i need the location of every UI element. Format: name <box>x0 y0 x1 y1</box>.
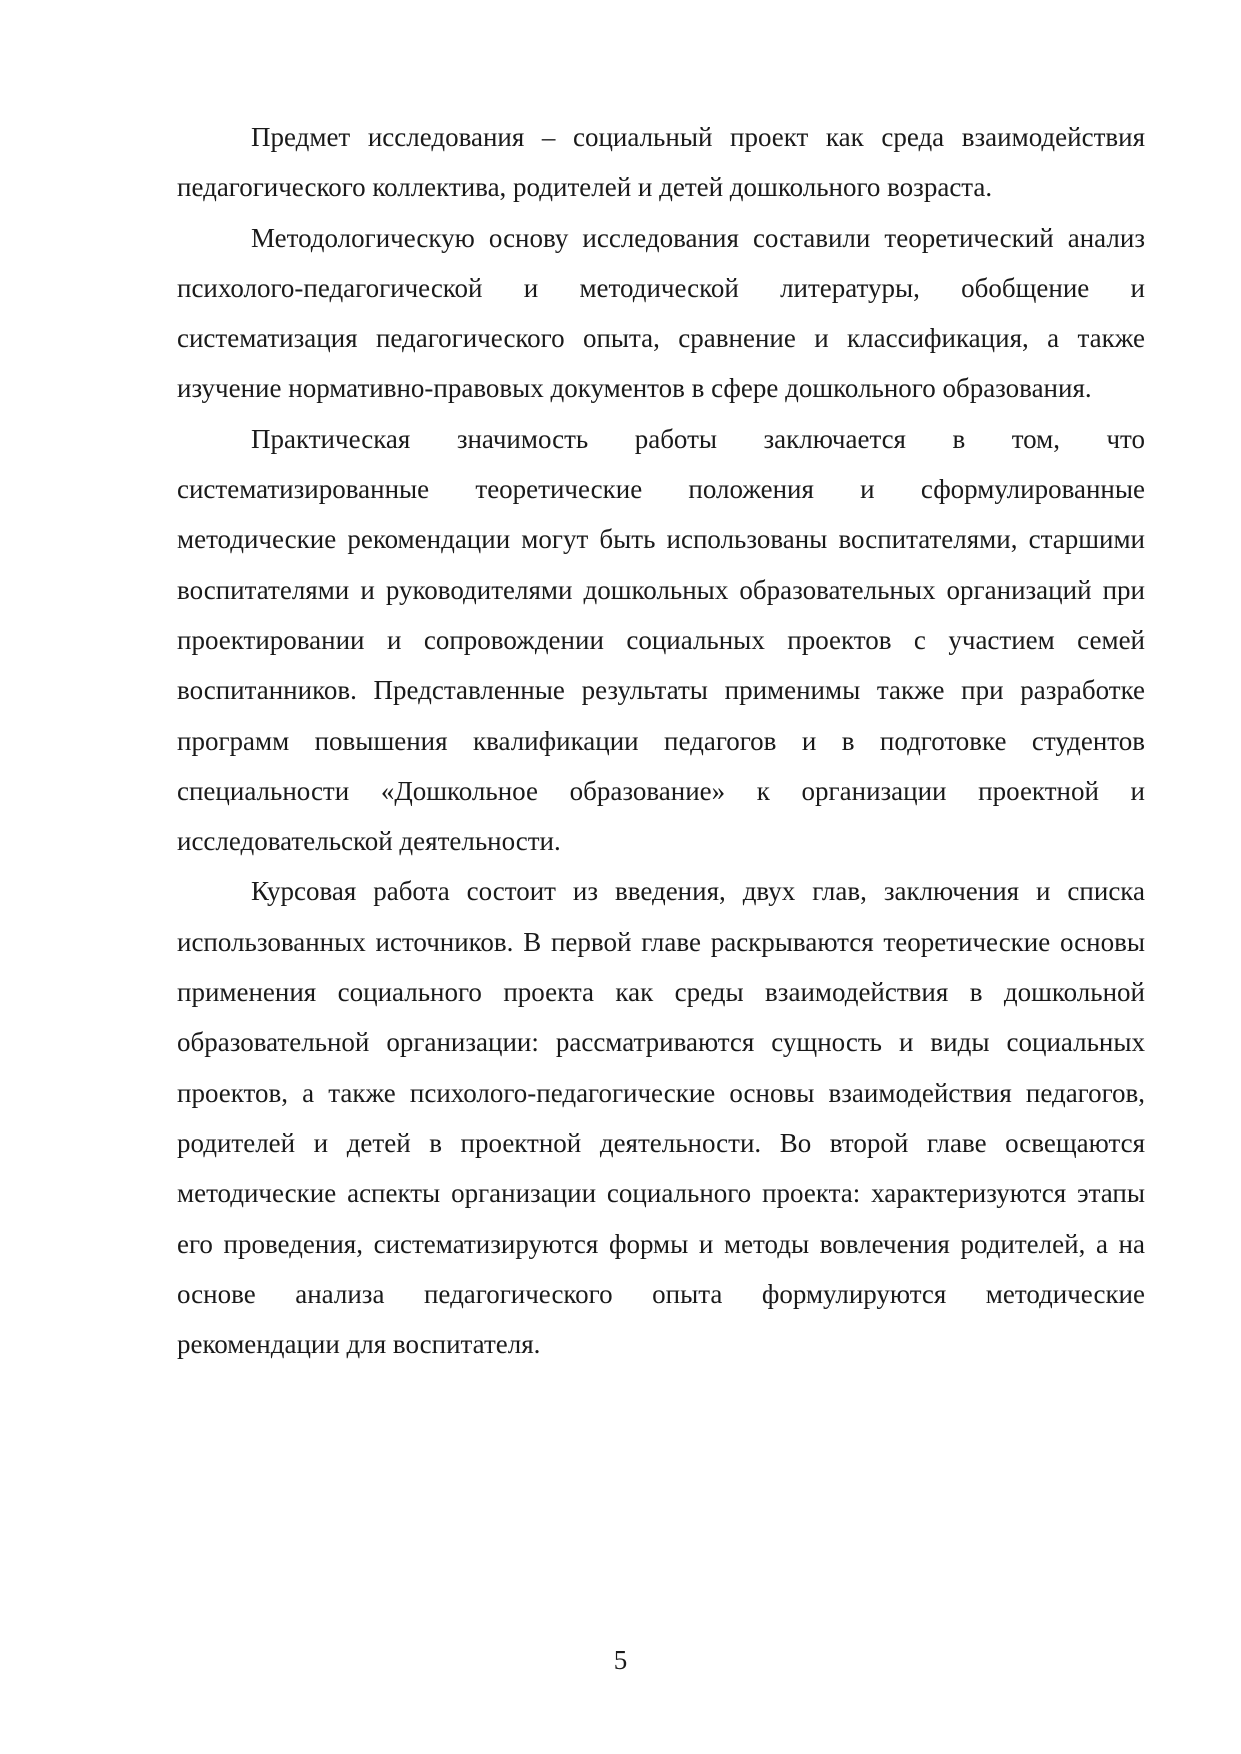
paragraph-methodology: Методологическую основу исследования составили теоретический анализ психолого-педагогической и методической литературы, обобщение и систематизация педагогического опыта, сравнение и классификация, а также изучение нормативно-правовых документов в сфере дошкольного образования. <box>177 222 1145 404</box>
body-text <box>177 112 1145 1369</box>
page-number: 5 <box>613 1645 628 1675</box>
paragraph-practical-significance: Практическая значимость работы заключается в том, что систематизированные теоретические положения и сформулированные методические рекомендации могут быть использованы воспитателями, старшими воспитателями и руководителями дошкольных образовательных организаций при проектировании и сопровождении социальных проектов с участием семей воспитанников. Представленные результаты применимы также при разработке программ повышения квалификации педагогов и в подготовке студентов специальности «Дошкольное образование» к организации проектной и исследовательской деятельности. <box>177 423 1145 857</box>
paragraph-structure: Курсовая работа состоит из введения, двух глав, заключения и списка использованных источников. В первой главе раскрываются теоретические основы применения социального проекта как среды взаимодействия в дошкольной образовательной организации: рассматриваются сущность и виды социальных проектов, а также психолого-педагогические основы взаимодействия педагогов, родителей и детей в проектной деятельности. Во второй главе освещаются методические аспекты организации социального проекта: характеризуются этапы его проведения, систематизируются формы и методы вовлечения родителей, а на основе анализа педагогического опыта формулируются методические рекомендации для воспитателя. <box>177 876 1145 1360</box>
paragraph-research-subject: Предмет исследования – социальный проект как среда взаимодействия педагогического коллектива, родителей и детей дошкольного возраста. <box>177 122 1145 203</box>
